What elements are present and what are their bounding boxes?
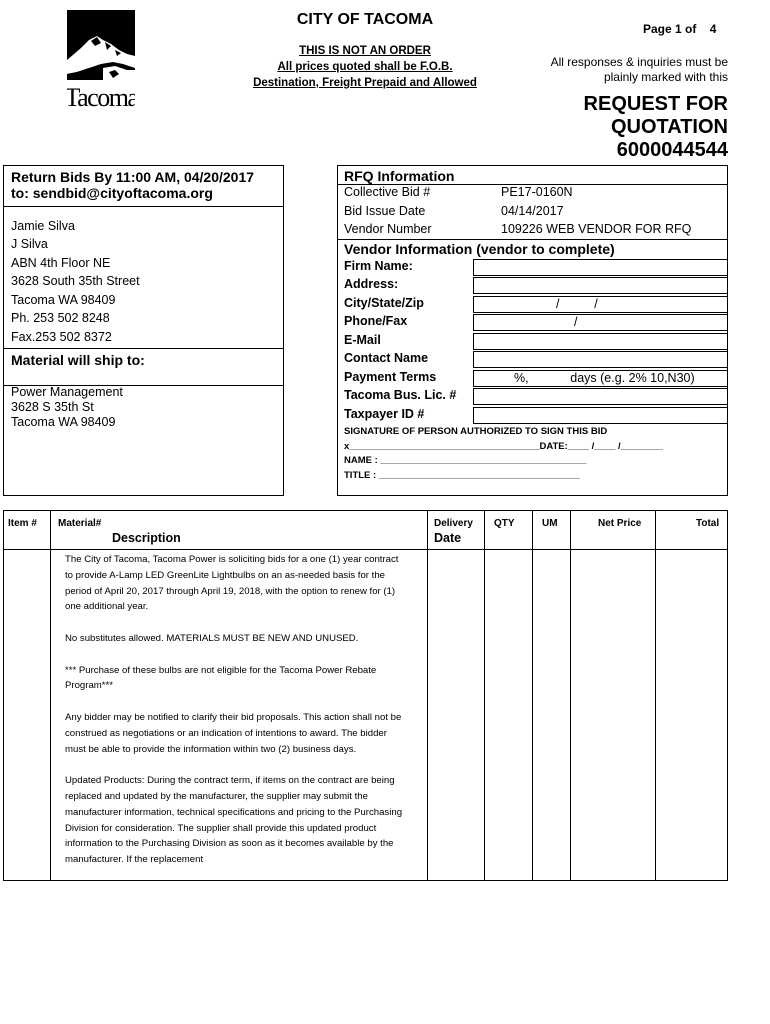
col-delivery: Delivery [434, 518, 473, 529]
col-net-price: Net Price [598, 518, 642, 529]
inquiries-line-2: plainly marked with this [603, 70, 728, 84]
rfq-info-heading: RFQ Information [344, 168, 455, 184]
vendor-field-label: Payment Terms [344, 370, 437, 384]
contact-name-field[interactable] [473, 351, 728, 368]
vendor-info-heading: Vendor Information (vendor to complete) [344, 241, 615, 257]
description-paragraph: Any bidder may be notified to clarify their bid proposals. This action shall not be construed as negotiations or an indication of intentions to award. The bidder must be able to provide the information within two (2) business days. [65, 711, 402, 755]
col-item: Item # [8, 518, 37, 529]
inquiries-line-1: All responses & inquiries must be [550, 55, 728, 69]
ship-to-heading: Material will ship to: [11, 352, 145, 368]
phone-fax-field[interactable] [473, 314, 728, 331]
page-total: 4 [709, 22, 717, 36]
city-state-zip-separators: / / [556, 297, 598, 311]
city-state-zip-field[interactable] [473, 296, 728, 313]
phone-fax-separator: / [574, 315, 578, 329]
contact-line: Jamie Silva [11, 219, 75, 233]
taxpayer-id-field[interactable] [473, 407, 728, 424]
vendor-field-label: Tacoma Bus. Lic. # [344, 388, 457, 402]
page-label: Page 1 of [643, 22, 697, 36]
col-qty: QTY [494, 518, 515, 529]
name-line[interactable]: NAME : _______________________________________ [344, 455, 587, 466]
col-material: Material# [58, 518, 102, 529]
item-table [3, 510, 728, 881]
description-paragraph: No substitutes allowed. MATERIALS MUST BE NEW AND UNUSED. [65, 632, 359, 644]
ship-to-line: Power Management [11, 385, 123, 399]
contact-line: ABN 4th Floor NE [11, 256, 111, 270]
rfq-title-line-1: REQUEST FOR [583, 93, 728, 115]
vendor-field-label: E-Mail [344, 333, 381, 347]
payment-terms-hint: %, days (e.g. 2% 10,N30) [514, 371, 695, 385]
payment-terms-field[interactable] [473, 370, 728, 387]
rfq-info-label: Vendor Number [344, 222, 432, 236]
address-field[interactable] [473, 277, 728, 294]
bid-issue-date-value: 04/14/2017 [501, 204, 564, 218]
rfq-title-line-2: QUOTATION [610, 116, 728, 138]
contact-line: Ph. 253 502 8248 [11, 311, 110, 325]
contact-line: Fax.253 502 8372 [11, 330, 112, 344]
email-field[interactable] [473, 333, 728, 350]
item-description [65, 552, 405, 884]
description-paragraph: *** Purchase of these bulbs are not eligible for the Tacoma Power Rebate Program*** [65, 664, 377, 692]
rfq-vendor-box [337, 165, 728, 496]
contact-line: 3628 South 35th Street [11, 274, 140, 288]
city-title: CITY OF TACOMA [296, 11, 434, 28]
col-description: Description [112, 531, 181, 545]
col-um: UM [542, 518, 558, 529]
logo-text: Tacoma [67, 83, 135, 112]
vendor-number-value: 109226 WEB VENDOR FOR RFQ [501, 222, 692, 236]
vendor-field-label: Phone/Fax [344, 314, 408, 328]
rfq-info-label: Bid Issue Date [344, 204, 426, 218]
firm-name-field[interactable] [473, 259, 728, 276]
ship-to-line: Tacoma WA 98409 [11, 415, 116, 429]
signature-heading: SIGNATURE OF PERSON AUTHORIZED TO SIGN THIS BID [344, 426, 608, 437]
rfq-title [540, 93, 728, 162]
contact-line: Tacoma WA 98409 [11, 293, 116, 307]
contact-line: J Silva [11, 237, 48, 251]
vendor-field-label: Firm Name: [344, 259, 413, 273]
vendor-field-label: Address: [344, 277, 399, 291]
ship-to-line: 3628 S 35th St [11, 400, 94, 414]
description-paragraph: Updated Products: During the contract term, if items on the contract are being replaced and updated by the manufacturer, the supplier may submit the manufacturer information, technical specifications and pricing to the Purchasing Division for consideration. The supplier shall provide this updated product information to the Purchasing Division as soon as it becomes available by the manufacturer. If the replacement [65, 775, 403, 866]
freight-notice: Destination, Freight Prepaid and Allowed [253, 77, 477, 89]
return-bids-line-1: Return Bids By 11:00 AM, 04/20/2017 [11, 169, 255, 185]
vendor-field-label: Taxpayer ID # [344, 407, 425, 421]
business-license-field[interactable] [473, 388, 728, 405]
vendor-field-label: Contact Name [344, 351, 429, 365]
return-and-ship-box [3, 165, 284, 496]
vendor-field-label: City/State/Zip [344, 296, 424, 310]
page-number [643, 22, 716, 36]
title-line[interactable]: TITLE : ______________________________________ [344, 470, 580, 481]
rfq-info-label: Collective Bid # [344, 185, 431, 199]
return-bids [11, 169, 254, 201]
not-an-order-notice: THIS IS NOT AN ORDER [299, 45, 431, 57]
signature-line[interactable]: x____________________________________DATE:____ /____ /________ [344, 441, 663, 452]
fob-notice: All prices quoted shall be F.O.B. [277, 61, 453, 73]
collective-bid-value: PE17-0160N [501, 185, 573, 199]
return-bids-email: to: sendbid@cityoftacoma.org [11, 185, 213, 201]
rfq-number: 6000044544 [616, 139, 728, 161]
description-paragraph: The City of Tacoma, Tacoma Power is soliciting bids for a one (1) year contract to provide A-Lamp LED GreenLite Lightbulbs on an as-needed basis for the period of April 20, 2017 through April 19, 2018, with the option to renew for (1) one additional year. [65, 554, 399, 613]
col-total: Total [696, 518, 720, 529]
col-date: Date [434, 531, 462, 545]
